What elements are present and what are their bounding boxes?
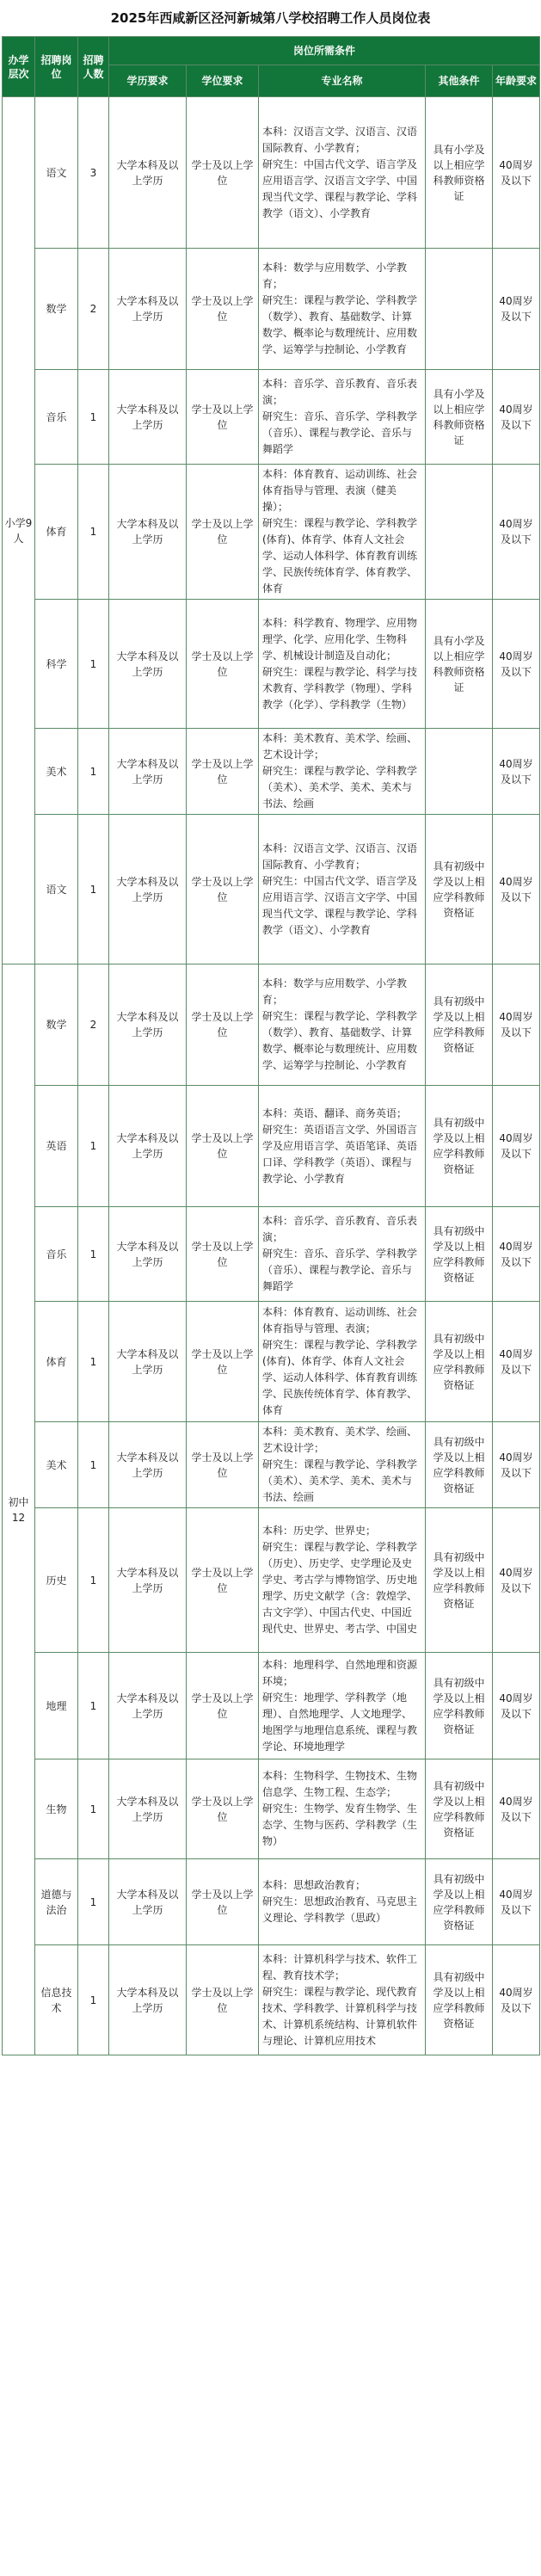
table-row <box>3 465 540 600</box>
header-education: 学历要求 <box>109 65 187 97</box>
count-cell: 1 <box>78 1859 109 1945</box>
education-cell: 大学本科及以上学历 <box>109 1653 187 1759</box>
major-cell: 本科：地理科学、自然地理和资源环境； 研究生：地理学、学科教学（地理）、自然地理学、人文地理学、地图学与地理信息系统、课程与教学论、环境地理学 <box>259 1653 426 1759</box>
major-cell: 本科：数学与应用数学、小学教育； 研究生：课程与教学论、学科教学（数学）、教育、基础数学、计算数学、概率论与数理统计、应用数学、运筹学与控制论、小学教育 <box>259 249 426 370</box>
post-cell: 生物 <box>35 1759 78 1859</box>
degree-cell: 学士及以上学位 <box>187 97 259 249</box>
school-level-cell: 小学9人 <box>3 97 35 964</box>
post-cell: 信息技术 <box>35 1945 78 2055</box>
post-cell: 体育 <box>35 465 78 600</box>
age-cell: 40周岁及以下 <box>493 1508 540 1653</box>
age-cell: 40周岁及以下 <box>493 964 540 1086</box>
other-cell: 具有初级中学及以上相应学科教师资格证 <box>426 1653 493 1759</box>
age-cell: 40周岁及以下 <box>493 600 540 729</box>
age-cell: 40周岁及以下 <box>493 1653 540 1759</box>
post-cell: 数学 <box>35 249 78 370</box>
table-row <box>3 1859 540 1945</box>
page-title: 2025年西咸新区泾河新城第八学校招聘工作人员岗位表 <box>110 10 431 26</box>
age-cell: 40周岁及以下 <box>493 97 540 249</box>
age-cell: 40周岁及以下 <box>493 729 540 815</box>
other-cell: 具有初级中学及以上相应学科教师资格证 <box>426 964 493 1086</box>
count-cell: 1 <box>78 1086 109 1207</box>
table-row <box>3 964 540 1086</box>
major-cell: 本科：历史学、世界史； 研究生：课程与教学论、学科教学（历史）、历史学、史学理论及史学史、考古学与博物馆学、历史地理学、历史文献学（含：敦煌学、古文字学）、中国古代史、中国近现代史、世界史、考古学、中国史 <box>259 1508 426 1653</box>
count-cell: 2 <box>78 249 109 370</box>
table-row <box>3 1422 540 1508</box>
degree-cell: 学士及以上学位 <box>187 1945 259 2055</box>
education-cell: 大学本科及以上学历 <box>109 370 187 465</box>
major-cell: 本科：汉语言文学、汉语言、汉语国际教育、小学教育； 研究生：中国古代文学、语言学及应用语言学、汉语言文字学、中国现当代文学、课程与教学论、学科教学（语文）、小学教育 <box>259 815 426 964</box>
post-cell: 体育 <box>35 1302 78 1422</box>
header-degree: 学位要求 <box>187 65 259 97</box>
post-cell: 道德与法治 <box>35 1859 78 1945</box>
header-age: 年龄要求 <box>493 65 540 97</box>
post-cell: 音乐 <box>35 370 78 465</box>
major-cell: 本科：美术教育、美术学、绘画、艺术设计学； 研究生：课程与教学论、学科教学（美术）、美术学、美术、美术与书法、绘画 <box>259 1422 426 1508</box>
age-cell: 40周岁及以下 <box>493 1207 540 1302</box>
age-cell: 40周岁及以下 <box>493 1759 540 1859</box>
post-cell: 科学 <box>35 600 78 729</box>
header-post: 招聘岗位 <box>35 37 78 97</box>
major-cell: 本科：体育教育、运动训练、社会体育指导与管理、表演； 研究生：课程与教学论、学科教学(体育)、体育学、体育人文社会学、运动人体科学、体育教育训练学、民族传统体育学、体育教学、体育 <box>259 1302 426 1422</box>
education-cell: 大学本科及以上学历 <box>109 1759 187 1859</box>
degree-cell: 学士及以上学位 <box>187 249 259 370</box>
header-other: 其他条件 <box>426 65 493 97</box>
major-cell: 本科：科学教育、物理学、应用物理学、化学、应用化学、生物科学、机械设计制造及自动化； 研究生：课程与教学论、科学与技术教育、学科教学（物理）、学科教学（化学）、学科教学（生物） <box>259 600 426 729</box>
other-cell: 具有初级中学及以上相应学科教师资格证 <box>426 1508 493 1653</box>
education-cell: 大学本科及以上学历 <box>109 1422 187 1508</box>
education-cell: 大学本科及以上学历 <box>109 1302 187 1422</box>
degree-cell: 学士及以上学位 <box>187 815 259 964</box>
education-cell: 大学本科及以上学历 <box>109 465 187 600</box>
degree-cell: 学士及以上学位 <box>187 370 259 465</box>
degree-cell: 学士及以上学位 <box>187 600 259 729</box>
post-cell: 美术 <box>35 729 78 815</box>
major-cell: 本科：数学与应用数学、小学教育； 研究生：课程与教学论、学科教学（数学）、教育、基础数学、计算数学、概率论与数理统计、应用数学、运筹学与控制论、小学教育 <box>259 964 426 1086</box>
post-cell: 语文 <box>35 815 78 964</box>
education-cell: 大学本科及以上学历 <box>109 1859 187 1945</box>
education-cell: 大学本科及以上学历 <box>109 964 187 1086</box>
degree-cell: 学士及以上学位 <box>187 1859 259 1945</box>
count-cell: 1 <box>78 1508 109 1653</box>
count-cell: 1 <box>78 465 109 600</box>
major-cell: 本科：生物科学、生物技术、生物信息学、生物工程、生态学； 研究生：生物学、发育生物学、生态学、生物与医药、学科教学（生物） <box>259 1759 426 1859</box>
age-cell: 40周岁及以下 <box>493 249 540 370</box>
other-cell <box>426 465 493 600</box>
degree-cell: 学士及以上学位 <box>187 1508 259 1653</box>
education-cell: 大学本科及以上学历 <box>109 1945 187 2055</box>
table-row <box>3 249 540 370</box>
age-cell: 40周岁及以下 <box>493 1086 540 1207</box>
post-cell: 语文 <box>35 97 78 249</box>
other-cell: 具有初级中学及以上相应学科教师资格证 <box>426 1302 493 1422</box>
age-cell: 40周岁及以下 <box>493 1422 540 1508</box>
count-cell: 1 <box>78 1302 109 1422</box>
other-cell: 具有初级中学及以上相应学科教师资格证 <box>426 1422 493 1508</box>
degree-cell: 学士及以上学位 <box>187 465 259 600</box>
post-cell: 音乐 <box>35 1207 78 1302</box>
education-cell: 大学本科及以上学历 <box>109 1508 187 1653</box>
age-cell: 40周岁及以下 <box>493 815 540 964</box>
table-row <box>3 1302 540 1422</box>
school-level-cell: 初中12 <box>3 964 35 2055</box>
table-row <box>3 370 540 465</box>
age-cell: 40周岁及以下 <box>493 465 540 600</box>
education-cell: 大学本科及以上学历 <box>109 1207 187 1302</box>
other-cell <box>426 249 493 370</box>
count-cell: 1 <box>78 1207 109 1302</box>
major-cell: 本科：体育教育、运动训练、社会体育指导与管理、表演（健美操）； 研究生：课程与教学论、学科教学(体育)、体育学、体育人文社会学、运动人体科学、体育教育训练学、民族传统体育学、体育教学、体育 <box>259 465 426 600</box>
header-major: 专业名称 <box>259 65 426 97</box>
major-cell: 本科：美术教育、美术学、绘画、艺术设计学； 研究生：课程与教学论、学科教学（美术）、美术学、美术、美术与书法、绘画 <box>259 729 426 815</box>
count-cell: 1 <box>78 600 109 729</box>
other-cell: 具有小学及以上相应学科教师资格证 <box>426 370 493 465</box>
degree-cell: 学士及以上学位 <box>187 1086 259 1207</box>
table-row <box>3 1207 540 1302</box>
degree-cell: 学士及以上学位 <box>187 1759 259 1859</box>
other-cell: 具有初级中学及以上相应学科教师资格证 <box>426 1945 493 2055</box>
education-cell: 大学本科及以上学历 <box>109 815 187 964</box>
post-cell: 数学 <box>35 964 78 1086</box>
count-cell: 1 <box>78 1422 109 1508</box>
post-cell: 美术 <box>35 1422 78 1508</box>
education-cell: 大学本科及以上学历 <box>109 1086 187 1207</box>
table-row <box>3 600 540 729</box>
degree-cell: 学士及以上学位 <box>187 1207 259 1302</box>
other-cell: 具有初级中学及以上相应学科教师资格证 <box>426 815 493 964</box>
header-conditions: 岗位所需条件 <box>109 37 540 65</box>
degree-cell: 学士及以上学位 <box>187 1422 259 1508</box>
major-cell: 本科：计算机科学与技术、软件工程、教育技术学； 研究生：课程与教学论、现代教育技术、学科教学、计算机科学与技术、计算机系统结构、计算机软件与理论、计算机应用技术 <box>259 1945 426 2055</box>
table-row <box>3 97 540 249</box>
table-row <box>3 729 540 815</box>
post-cell: 历史 <box>35 1508 78 1653</box>
table-row <box>3 815 540 964</box>
count-cell: 2 <box>78 964 109 1086</box>
other-cell: 具有初级中学及以上相应学科教师资格证 <box>426 1086 493 1207</box>
major-cell: 本科：英语、翻译、商务英语； 研究生：英语语言文学、外国语言学及应用语言学、英语笔译、英语口译、学科教学（英语）、课程与教学论、小学教育 <box>259 1086 426 1207</box>
count-cell: 3 <box>78 97 109 249</box>
major-cell: 本科：思想政治教育； 研究生：思想政治教育、马克思主义理论、学科教学（思政） <box>259 1859 426 1945</box>
other-cell <box>426 729 493 815</box>
major-cell: 本科：汉语言文学、汉语言、汉语国际教育、小学教育； 研究生：中国古代文学、语言学及应用语言学、汉语言文字学、中国现当代文学、课程与教学论、学科教学（语文）、小学教育 <box>259 97 426 249</box>
table-header <box>3 37 540 97</box>
count-cell: 1 <box>78 1759 109 1859</box>
education-cell: 大学本科及以上学历 <box>109 249 187 370</box>
table-row <box>3 1653 540 1759</box>
other-cell: 具有小学及以上相应学科教师资格证 <box>426 97 493 249</box>
table-row <box>3 1945 540 2055</box>
other-cell: 具有小学及以上相应学科教师资格证 <box>426 600 493 729</box>
other-cell: 具有初级中学及以上相应学科教师资格证 <box>426 1207 493 1302</box>
table-body <box>3 97 540 2055</box>
count-cell: 1 <box>78 1945 109 2055</box>
header-count: 招聘人数 <box>78 37 109 97</box>
age-cell: 40周岁及以下 <box>493 370 540 465</box>
count-cell: 1 <box>78 1653 109 1759</box>
degree-cell: 学士及以上学位 <box>187 964 259 1086</box>
table-row <box>3 1759 540 1859</box>
education-cell: 大学本科及以上学历 <box>109 97 187 249</box>
post-cell: 地理 <box>35 1653 78 1759</box>
age-cell: 40周岁及以下 <box>493 1859 540 1945</box>
major-cell: 本科：音乐学、音乐教育、音乐表演； 研究生：音乐、音乐学、学科教学（音乐）、课程与教学论、音乐与舞蹈学 <box>259 370 426 465</box>
post-cell: 英语 <box>35 1086 78 1207</box>
count-cell: 1 <box>78 729 109 815</box>
age-cell: 40周岁及以下 <box>493 1945 540 2055</box>
degree-cell: 学士及以上学位 <box>187 1302 259 1422</box>
count-cell: 1 <box>78 370 109 465</box>
degree-cell: 学士及以上学位 <box>187 1653 259 1759</box>
major-cell: 本科：音乐学、音乐教育、音乐表演； 研究生：音乐、音乐学、学科教学（音乐）、课程与教学论、音乐与舞蹈学 <box>259 1207 426 1302</box>
table-row <box>3 1508 540 1653</box>
degree-cell: 学士及以上学位 <box>187 729 259 815</box>
table-row <box>3 1086 540 1207</box>
age-cell: 40周岁及以下 <box>493 1302 540 1422</box>
count-cell: 1 <box>78 815 109 964</box>
header-school-level: 办学层次 <box>3 37 35 97</box>
recruitment-table <box>2 36 540 2055</box>
education-cell: 大学本科及以上学历 <box>109 729 187 815</box>
other-cell: 具有初级中学及以上相应学科教师资格证 <box>426 1859 493 1945</box>
other-cell: 具有初级中学及以上相应学科教师资格证 <box>426 1759 493 1859</box>
education-cell: 大学本科及以上学历 <box>109 600 187 729</box>
